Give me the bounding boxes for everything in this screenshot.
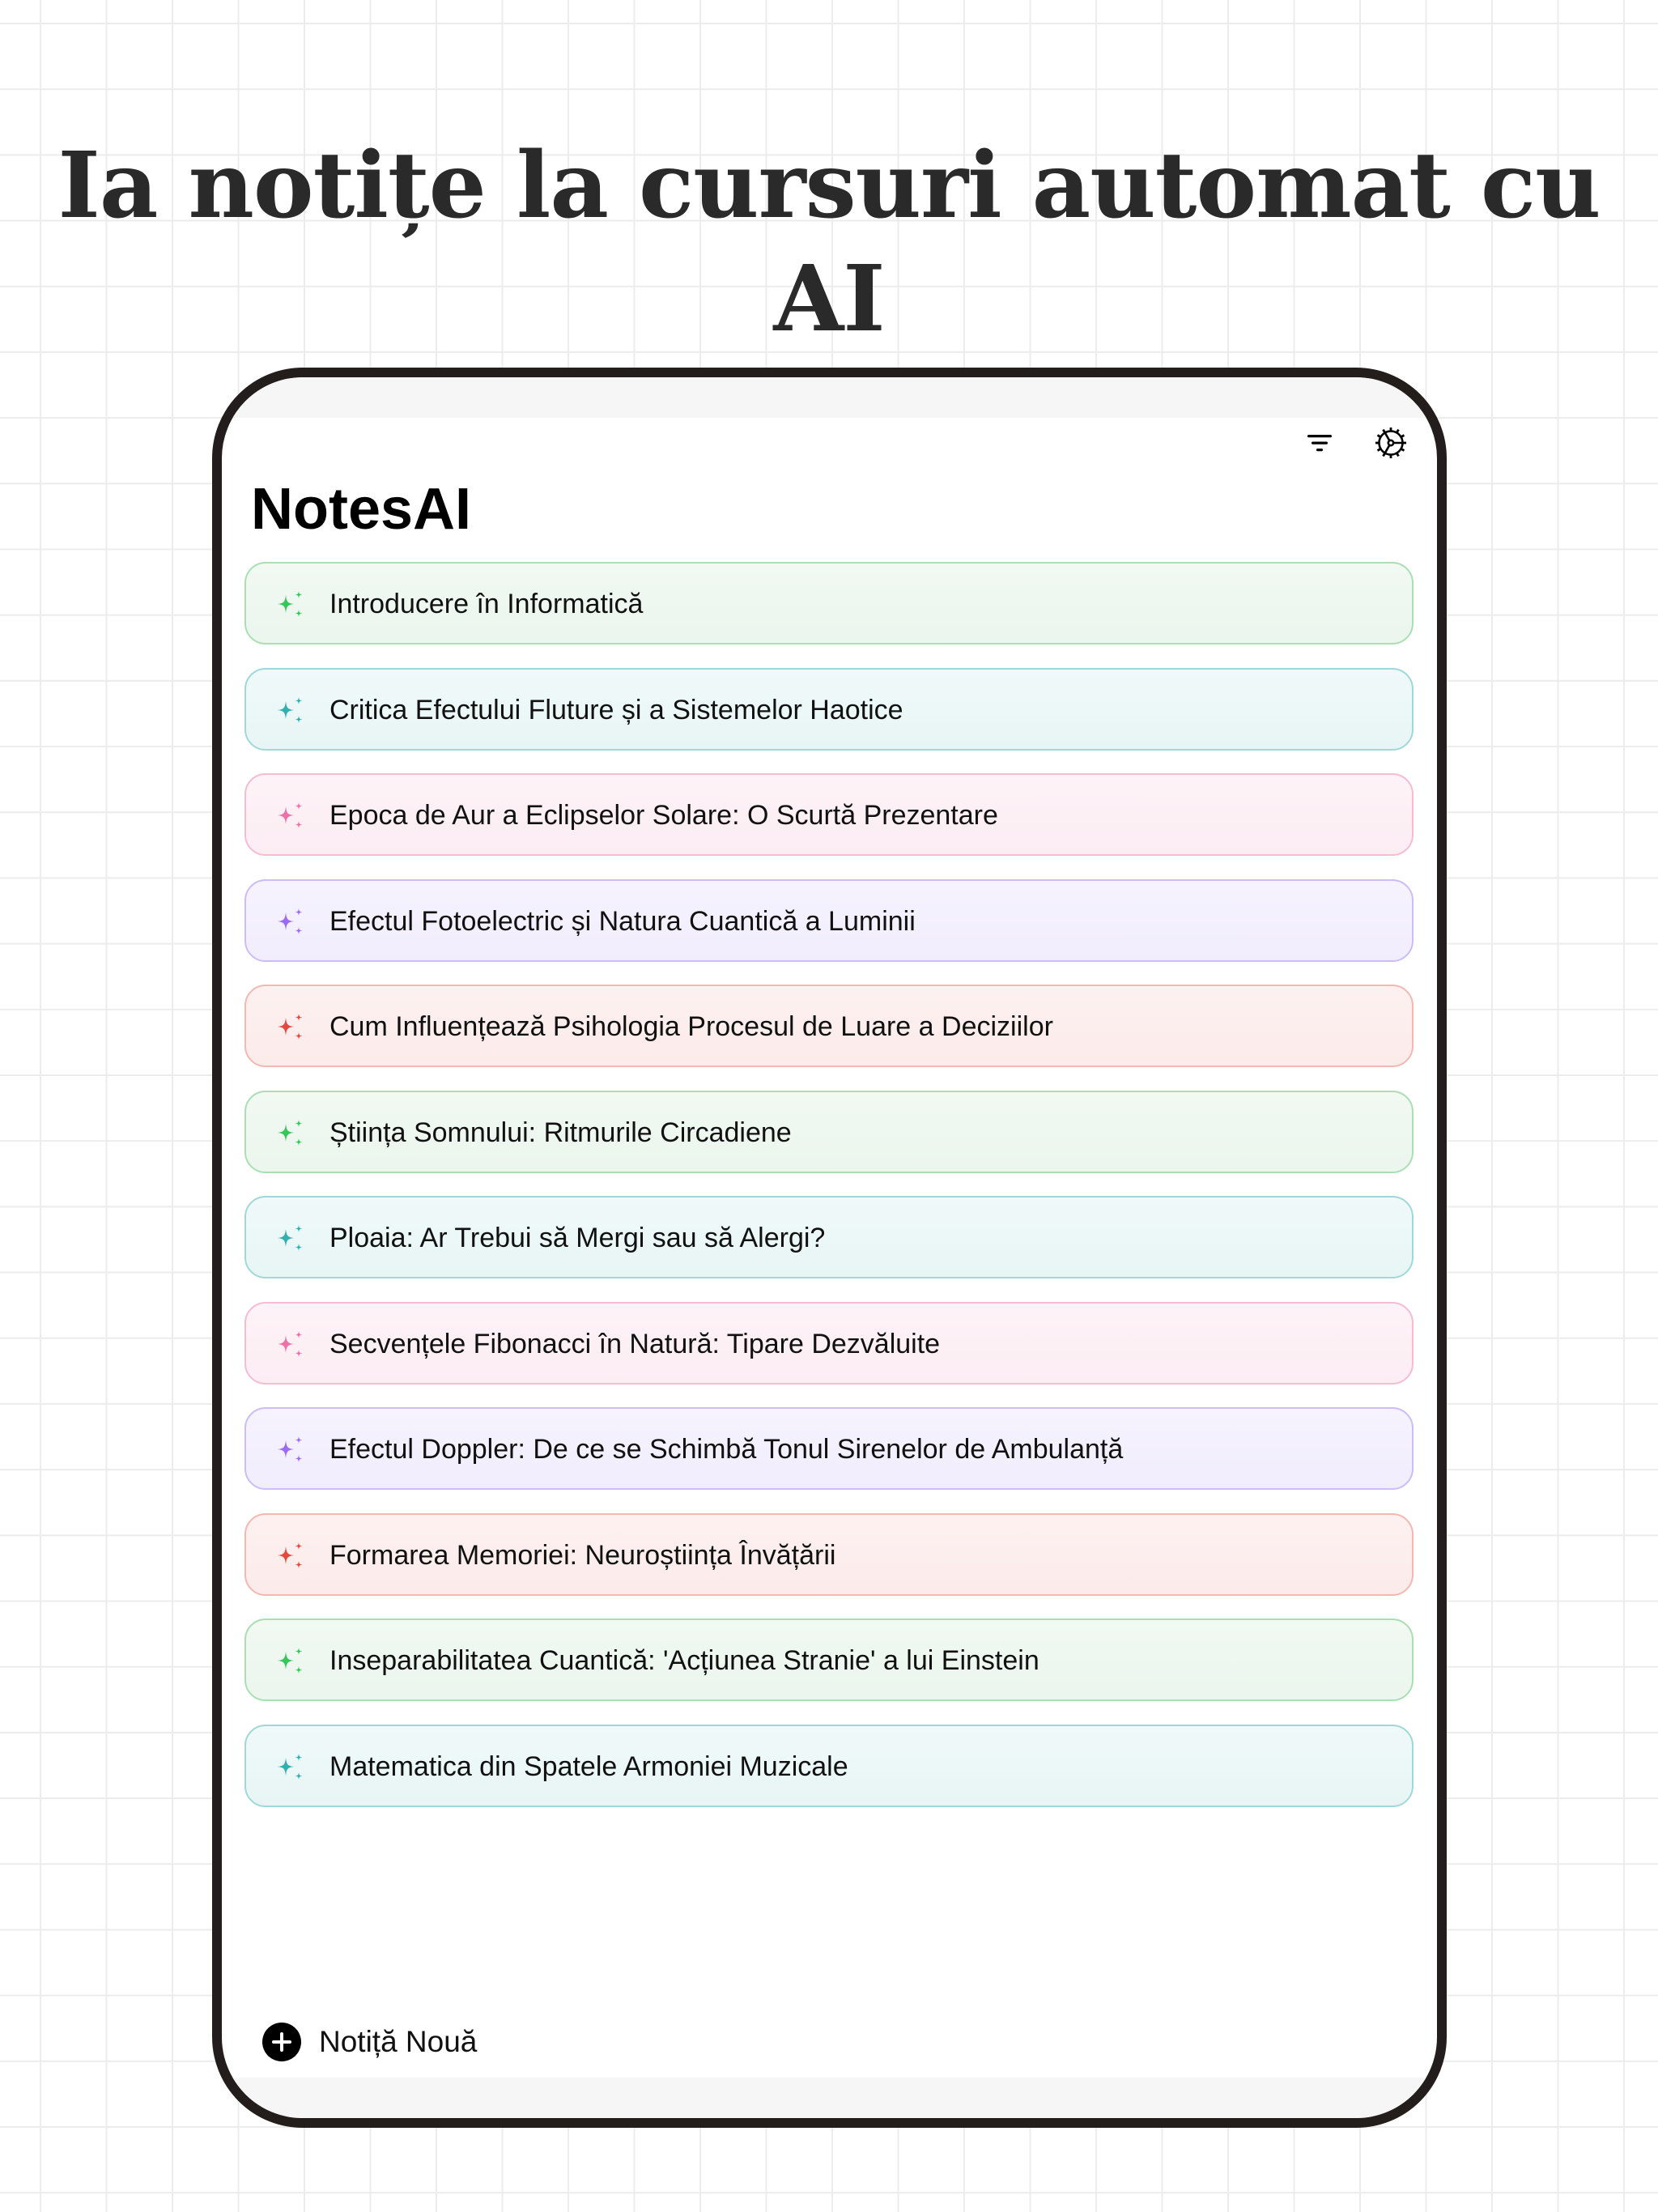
- note-card[interactable]: [244, 773, 1414, 856]
- app-title: NotesAI: [251, 477, 472, 542]
- new-note-label: Notiță Nouă: [319, 2025, 478, 2058]
- filter-button[interactable]: [1301, 424, 1338, 462]
- note-card[interactable]: [244, 1407, 1414, 1490]
- plus-circle-icon: [262, 2023, 301, 2061]
- sparkles-icon: [277, 1331, 306, 1359]
- sparkles-icon: [277, 1120, 306, 1147]
- sparkles-icon: [277, 1648, 306, 1675]
- note-title: Introducere în Informatică: [329, 589, 644, 619]
- note-title: Matematica din Spatele Armoniei Muzicale: [329, 1750, 848, 1782]
- settings-button[interactable]: [1372, 424, 1409, 462]
- sparkles-icon: [277, 697, 306, 725]
- filter-icon: [1306, 432, 1333, 453]
- note-card[interactable]: [244, 1513, 1414, 1596]
- note-title: Ploaia: Ar Trebui să Mergi sau să Alergi?: [329, 1223, 826, 1253]
- sparkles-icon: [277, 1225, 306, 1253]
- note-title: Critica Efectului Fluture și a Sistemelor Haotice: [329, 694, 903, 725]
- note-card[interactable]: [244, 1725, 1414, 1807]
- notes-list: [244, 562, 1414, 1830]
- sparkles-icon: [277, 802, 306, 830]
- note-title: Inseparabilitatea Cuantică: 'Acțiunea Stranie' a lui Einstein: [329, 1645, 1039, 1676]
- note-title: Efectul Fotoelectric și Natura Cuantică a Luminii: [329, 905, 916, 937]
- note-title: Epoca de Aur a Eclipselor Solare: O Scurtă Prezentare: [329, 800, 998, 831]
- sparkles-icon: [277, 591, 306, 619]
- sparkles-icon: [277, 1014, 306, 1041]
- note-card[interactable]: [244, 1302, 1414, 1385]
- sparkles-icon: [277, 908, 306, 936]
- note-title: Știința Somnului: Ritmurile Circadiene: [329, 1117, 792, 1148]
- note-card[interactable]: [244, 1619, 1414, 1701]
- marketing-headline: Ia notițe la cursuri automat cu AI: [57, 133, 1601, 352]
- gear-icon: [1374, 426, 1408, 460]
- home-indicator-area: [222, 2078, 1437, 2118]
- note-card[interactable]: [244, 668, 1414, 751]
- note-title: Formarea Memoriei: Neuroștiința Învățării: [329, 1539, 836, 1571]
- note-title: Efectul Doppler: De ce se Schimbă Tonul Sirenelor de Ambulanță: [329, 1434, 1124, 1465]
- note-card[interactable]: [244, 985, 1414, 1067]
- note-card[interactable]: [244, 1091, 1414, 1173]
- note-card[interactable]: [244, 879, 1414, 962]
- status-bar: [222, 377, 1437, 418]
- tablet-frame: [212, 368, 1447, 2128]
- new-note-button[interactable]: [262, 2023, 477, 2061]
- sparkles-icon: [277, 1542, 306, 1570]
- sparkles-icon: [277, 1436, 306, 1464]
- note-card[interactable]: [244, 1196, 1414, 1278]
- note-title: Secvențele Fibonacci în Natură: Tipare Dezvăluite: [329, 1328, 941, 1359]
- note-card[interactable]: [244, 562, 1414, 644]
- sparkles-icon: [277, 1754, 306, 1781]
- note-title: Cum Influențează Psihologia Procesul de Luare a Deciziilor: [329, 1011, 1053, 1042]
